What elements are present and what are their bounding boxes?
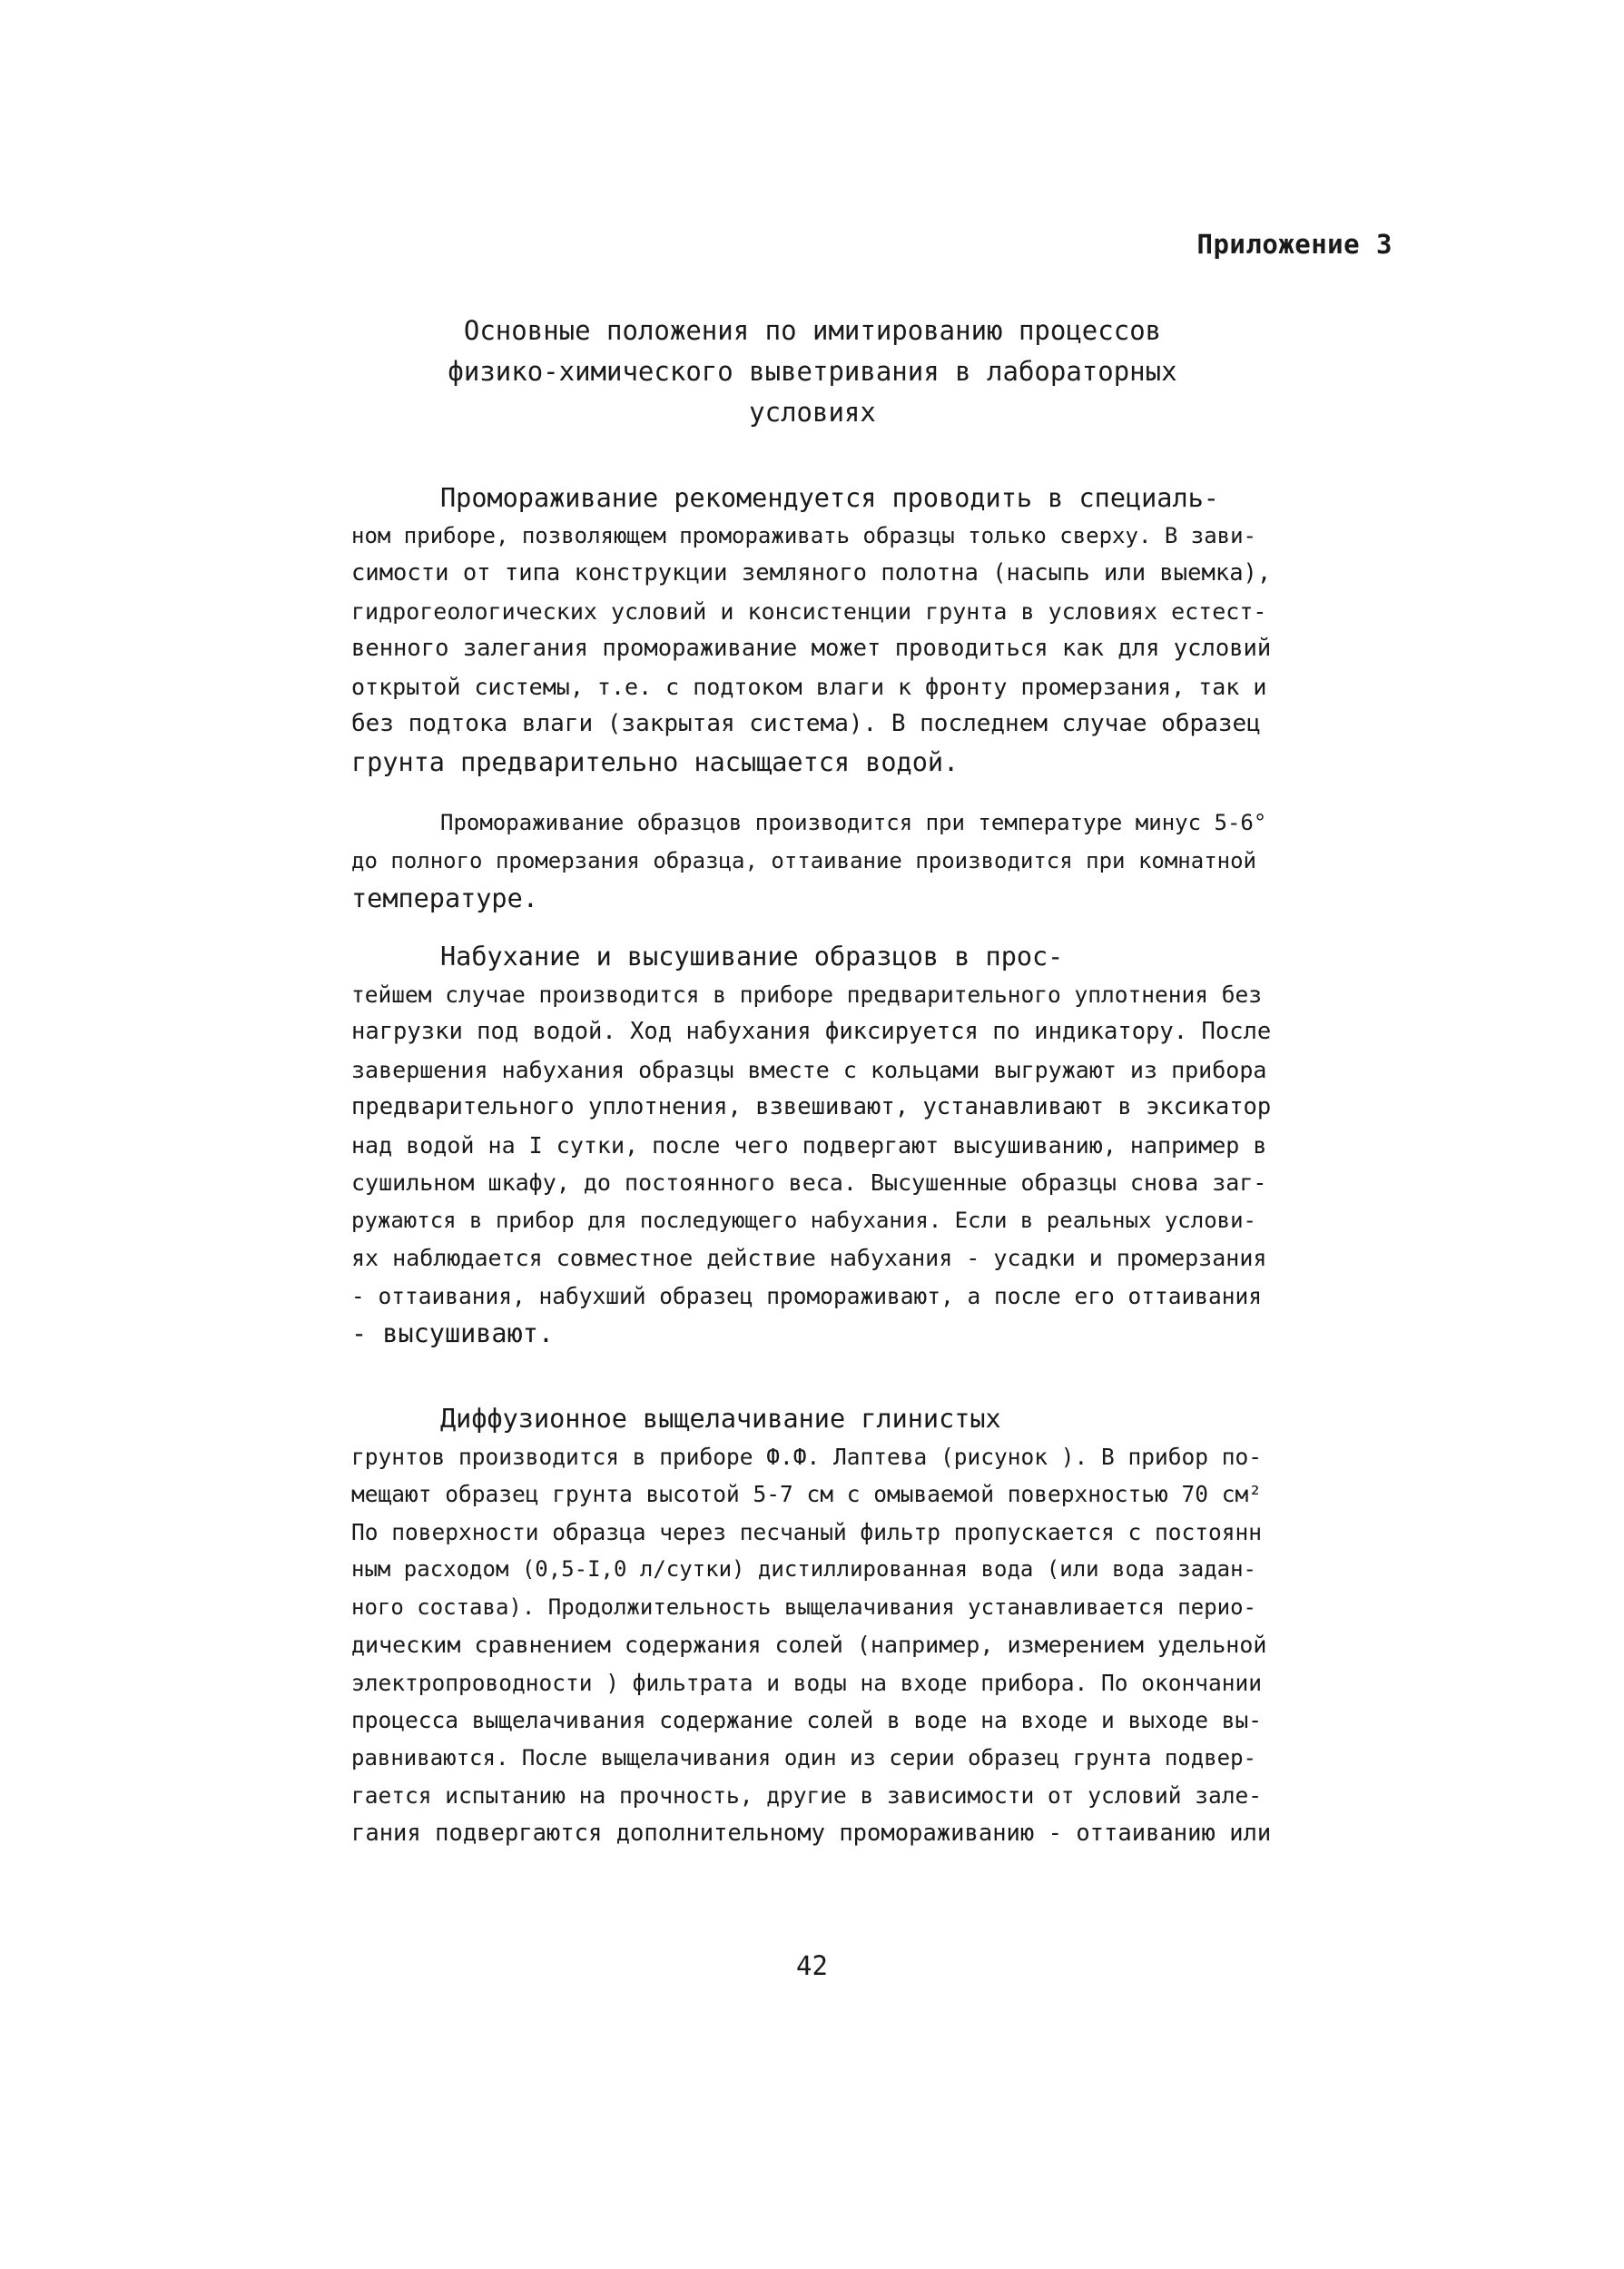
- paragraph-freezing: [351, 479, 1273, 806]
- appendix-label: Приложение 3: [1196, 229, 1393, 260]
- text-line: ном приборе, позволяющем промораживать образцы только сверху. В зави-: [351, 522, 1256, 548]
- text-line: Промораживание образцов производится при температуре минус 5-6°: [440, 810, 1267, 835]
- document-title: [354, 311, 1271, 433]
- text-line: температуре.: [351, 883, 538, 913]
- text-line: без подтока влаги (закрытая система). В последнем случае образец: [351, 710, 1261, 737]
- text-line: - оттаивания, набухший образец промораживают, а после его оттаивания: [351, 1282, 1263, 1309]
- text-line: ным расходом (0,5-I,0 л/сутки) дистиллированная вода (или вода задан-: [351, 1556, 1256, 1582]
- text-line: дическим сравнением содержания солей (например, измерением удельной: [351, 1632, 1267, 1658]
- text-line: грунта предварительно насыщается водой.: [351, 746, 960, 777]
- text-line: открытой системы, т.е. с подтоком влаги к фронту промерзания, так и: [351, 673, 1267, 700]
- title-line: условиях: [749, 397, 876, 428]
- text-line: гания подвергаются дополнительному промораживанию - оттаиванию или: [351, 1819, 1272, 1847]
- text-line: ружаются в прибор для последующего набухания. Если в реальных услови-: [351, 1207, 1256, 1233]
- text-line: предварительного уплотнения, взвешивают, устанавливают в эксикатор: [351, 1093, 1272, 1120]
- text-line: Диффузионное выщелачивание глинистых: [440, 1404, 1001, 1434]
- text-line: мещают образец грунта высотой 5-7 см с омываемой поверхностью 70 см²: [351, 1481, 1263, 1507]
- text-line: ного состава). Продолжительность выщелачивания устанавливается перио-: [351, 1593, 1256, 1620]
- text-line: над водой на I сутки, после чего подвергают высушиванию, например в: [351, 1131, 1267, 1159]
- paragraph-leaching: [351, 1400, 1273, 1878]
- text-line: гается испытанию на прочность, другие в зависимости от условий зале-: [351, 1782, 1263, 1809]
- text-line: Промораживание рекомендуется проводить в специаль-: [440, 483, 1219, 513]
- text-line: процесса выщелачивания содержание солей в воде на входе и выходе вы-: [351, 1707, 1263, 1733]
- title-line: физико-химического выветривания в лабораторных: [448, 356, 1177, 387]
- text-line: гидрогеологических условий и консистенции грунта в условиях естест-: [351, 597, 1267, 625]
- text-line: грунтов производится в приборе Ф.Ф. Лаптева (рисунок ). В прибор по-: [351, 1443, 1263, 1470]
- text-line: По поверхности образца через песчаный фильтр пропускается с постоянн: [351, 1518, 1263, 1545]
- text-line: - высушивают.: [351, 1318, 555, 1348]
- text-line: Набухание и высушивание образцов в прос-: [440, 942, 1064, 972]
- page-number: 42: [796, 1950, 828, 1981]
- text-line: симости от типа конструкции земляного полотна (насыпь или выемка),: [351, 559, 1272, 587]
- text-line: сушильном шкафу, до постоянного веса. Высушенные образцы снова заг-: [351, 1169, 1267, 1196]
- text-line: электропроводности ) фильтрата и воды на входе прибора. По окончании: [351, 1669, 1263, 1696]
- paragraph-swelling: [351, 938, 1273, 1378]
- text-line: венного залегания промораживание может проводиться как для условий: [351, 635, 1272, 662]
- text-line: нагрузки под водой. Ход набухания фиксируется по индикатору. После: [351, 1018, 1272, 1045]
- text-line: ях наблюдается совместное действие набухания - усадки и промерзания: [351, 1245, 1267, 1271]
- text-line: завершения набухания образцы вместе с кольцами выгружают из прибора: [351, 1056, 1267, 1083]
- paragraph-freezing-conditions: [351, 804, 1273, 943]
- text-line: тейшем случае производится в приборе предварительного уплотнения без: [351, 981, 1263, 1008]
- title-line: Основные положения по имитированию процессов: [463, 315, 1162, 346]
- text-line: до полного промерзания образца, оттаивание производится при комнатной: [351, 847, 1256, 873]
- text-line: равниваются. После выщелачивания один из серии образец грунта подвер-: [351, 1744, 1256, 1771]
